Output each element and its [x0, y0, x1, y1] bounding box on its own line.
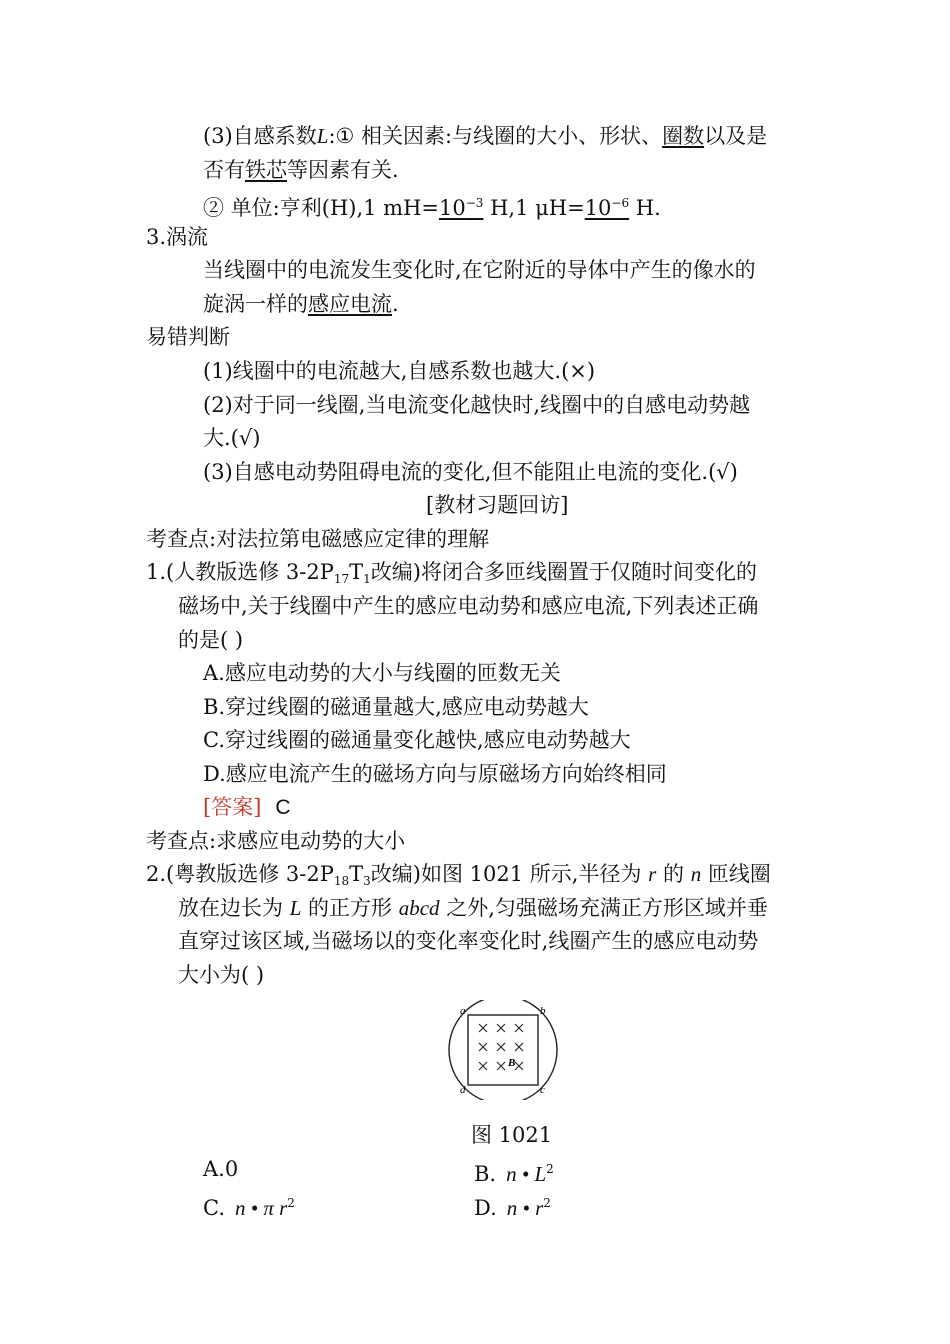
text: 匝线圈: [701, 862, 771, 886]
expression: n • π r: [235, 1196, 288, 1220]
heading-judgement: 易错判断: [146, 325, 230, 349]
text: H,1 μH=: [483, 196, 585, 220]
q1-option-a: A.感应电动势的大小与线圈的匝数无关: [203, 661, 561, 685]
q1-line-2: 磁场中,关于线圈中产生的感应电动势和感应电流,下列表述正确: [178, 594, 759, 618]
figure-caption: 图 1021: [471, 1123, 553, 1147]
text: 改编)将闭合多匝线圈置于仅随时间变化的: [370, 560, 757, 584]
q2-line-2: [178, 894, 768, 922]
text: :① 相关因素:与线圈的大小、形状、: [328, 124, 663, 148]
label-B: B: [508, 1057, 516, 1069]
q1-answer: [203, 793, 291, 822]
symbol-r: r: [648, 862, 657, 886]
text: .: [392, 292, 399, 316]
underlined-answer: 感应电流: [308, 292, 392, 316]
q2-line-4: 大小为( ): [178, 963, 265, 987]
text: 以及是: [704, 124, 768, 148]
symbol-L: L: [289, 896, 302, 920]
underlined-answer: [439, 196, 483, 220]
label-d: d: [460, 1084, 466, 1096]
text: 10: [438, 196, 466, 220]
review-title: [教材习题回访]: [426, 493, 569, 517]
q2-option-d: [474, 1189, 551, 1222]
answer-value: C: [275, 796, 291, 819]
label-b: b: [540, 1005, 546, 1017]
text: 1.(人教版选修 3-2P: [146, 560, 334, 584]
heading-eddy: 3.涡流: [146, 225, 209, 249]
symbol-L: L: [316, 124, 329, 148]
answer-label: [答案]: [203, 795, 262, 819]
subscript: 17: [333, 572, 350, 586]
text: 的正方形: [301, 896, 399, 920]
exponent: 2: [543, 1196, 551, 1210]
text: B.: [474, 1162, 497, 1186]
field-crosses: [479, 1024, 523, 1070]
subscript: 3: [363, 874, 371, 888]
subscript: 18: [333, 874, 350, 888]
q2-line-3: 直穿过该区域,当磁场以的变化率变化时,线圈产生的感应电动势: [178, 929, 759, 953]
line-self-inductance-1: [203, 122, 767, 150]
underlined-answer: [585, 196, 629, 220]
text: 改编)如图 1021 所示,半径为: [370, 862, 649, 886]
text: ② 单位:亨利(H),1 mH=: [203, 196, 439, 220]
text: 之外,匀强磁场充满正方形区域并垂: [439, 896, 768, 920]
text: H.: [629, 196, 661, 220]
exponent: −6: [611, 196, 630, 210]
q2-option-a: A.0: [203, 1157, 239, 1181]
q2-line-1: [146, 860, 771, 895]
q1-line-3: 的是( ): [178, 628, 244, 652]
line-eddy-1: 当线圈中的电流发生变化时,在它附近的导体中产生的像水的: [203, 258, 756, 282]
q1-option-c: C.穿过线圈的磁通量变化越快,感应电动势越大: [203, 728, 631, 752]
underlined-answer: 铁芯: [245, 158, 287, 182]
expression: n • r: [506, 1196, 544, 1220]
symbol-abcd: abcd: [398, 896, 440, 920]
text: (3)自感系数: [203, 124, 317, 148]
coil-square-field-figure: [447, 1000, 559, 1100]
judgement-item: (2)对于同一线圈,当电流变化越快时,线圈中的自感电动势越: [203, 393, 751, 417]
text: C.: [203, 1196, 225, 1220]
line-unit: [203, 189, 661, 222]
subscript: 1: [363, 572, 371, 586]
q1-option-d: D.感应电流产生的磁场方向与原磁场方向始终相同: [203, 762, 667, 786]
judgement-item: (3)自感电动势阻碍电流的变化,但不能阻止电流的变化.(√): [203, 460, 738, 484]
q2-topic: 考查点:求感应电动势的大小: [146, 829, 406, 853]
text: D.: [474, 1196, 497, 1220]
symbol-n: n: [690, 862, 702, 886]
text: 2.(粤教版选修 3-2P: [146, 862, 334, 886]
judgement-item: (1)线圈中的电流越大,自感系数也越大.(×): [203, 359, 596, 383]
text: 放在边长为: [178, 896, 290, 920]
line-eddy-2: [203, 290, 399, 318]
judgement-item: 大.(√): [203, 426, 261, 450]
label-c: c: [540, 1084, 545, 1096]
text: 的: [656, 862, 691, 886]
text: 10: [584, 196, 612, 220]
q1-line-1: [146, 558, 757, 593]
underlined-answer: 圈数: [662, 124, 705, 148]
q1-option-b: B.穿过线圈的磁通量越大,感应电动势越大: [203, 695, 589, 719]
label-a: a: [460, 1005, 466, 1017]
exponent: 2: [546, 1162, 554, 1176]
line-self-inductance-2: [203, 156, 399, 184]
q2-option-c: [203, 1189, 295, 1222]
text: 否有: [203, 158, 245, 182]
q1-topic: 考查点:对法拉第电磁感应定律的理解: [146, 527, 490, 551]
q2-option-b: [474, 1155, 554, 1188]
text: 等因素有关.: [287, 158, 399, 182]
exponent: −3: [465, 196, 484, 210]
text: 旋涡一样的: [203, 292, 308, 316]
text: T: [349, 560, 364, 584]
exponent: 2: [287, 1196, 295, 1210]
text: T: [349, 862, 364, 886]
expression: n • L: [506, 1162, 547, 1186]
